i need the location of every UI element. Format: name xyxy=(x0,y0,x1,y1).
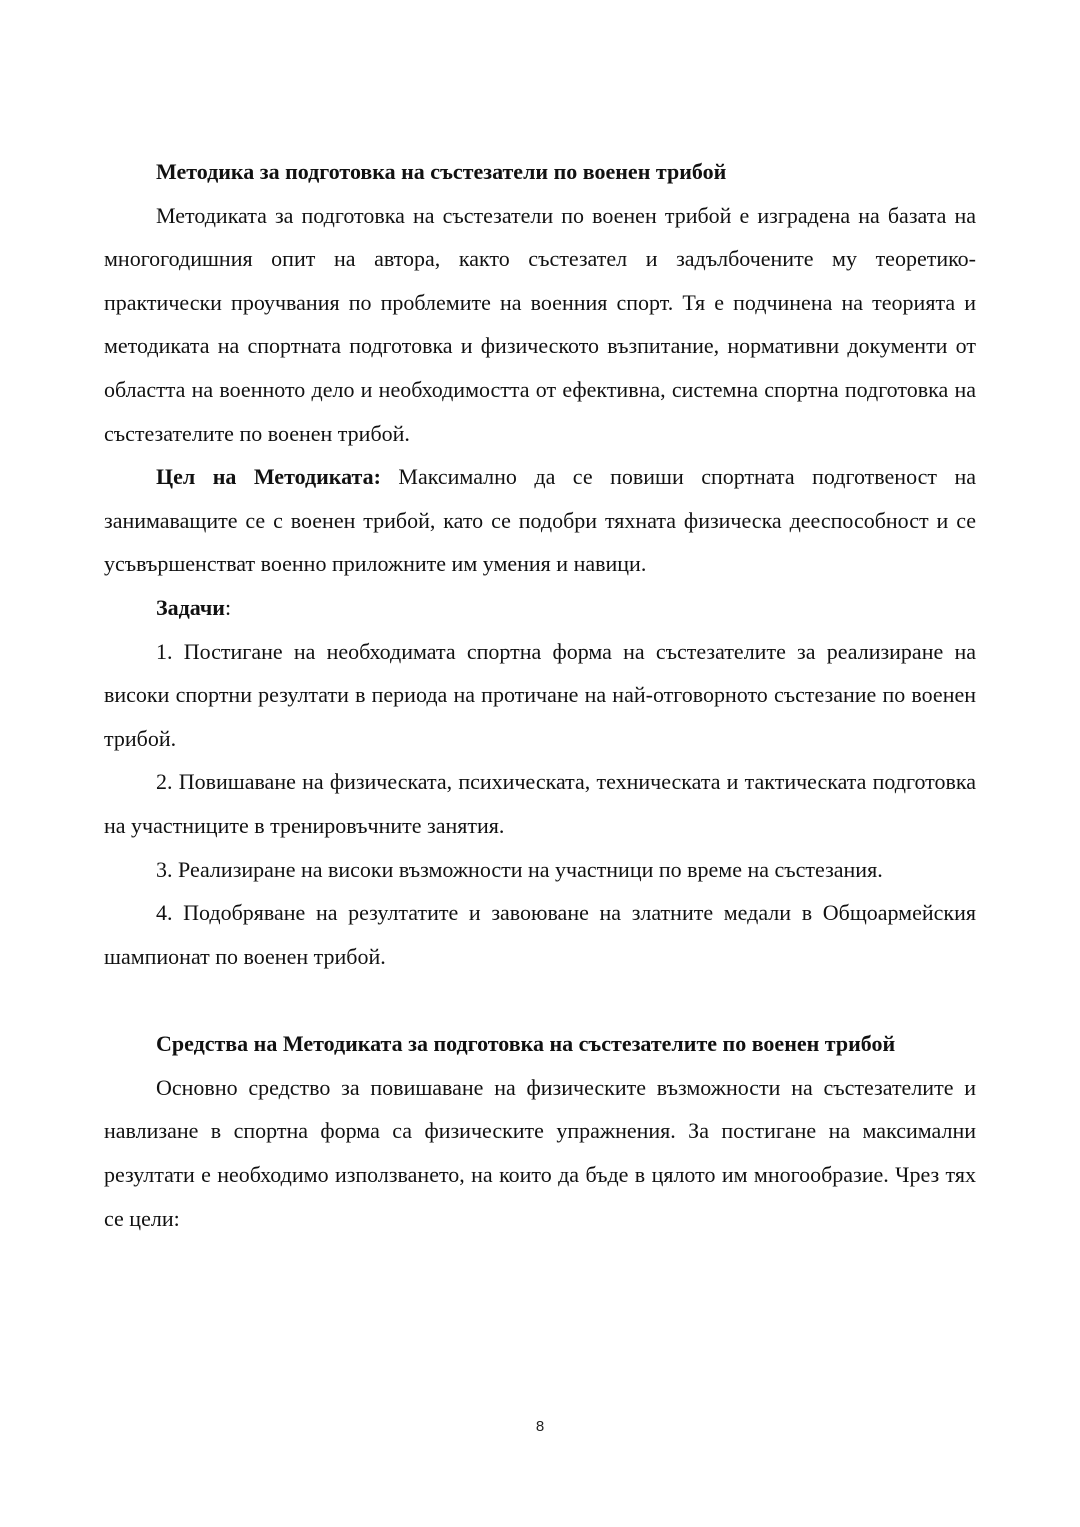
tasks-heading xyxy=(104,586,976,630)
task-item-3: 3. Реализиране на високи възможности на участници по време на състезания. xyxy=(156,856,883,882)
section-heading-means: Средства на Методиката за подготовка на състезателите по военен трибой xyxy=(156,1031,896,1057)
section-heading-methodology: Методика за подготовка на състезатели по военен трибой xyxy=(156,159,727,184)
goal-paragraph xyxy=(104,455,976,586)
section-spacer xyxy=(104,978,976,1022)
tasks-colon: : xyxy=(224,594,232,620)
intro-paragraph: Методиката за подготовка на състезатели по военен трибой е изградена на базата на многогодишния опит на автора, както състезател и задълбочените му теоретико-практически проучвания по проблемите на военния спорт. Тя е подчинена на теорията и методиката на спортната подготовка и физическото възпитание, нормативни документи от областта на военното дело и необходимостта от ефективна, системна спортна подготовка на състезателите по военен трибой. xyxy=(104,202,976,446)
task-item-2: 2. Повишаване на физическата, психическата, техническата и тактическата подготовка на участниците в тренировъчните занятия. xyxy=(104,769,976,838)
tasks-label: Задачи xyxy=(156,594,225,620)
page-number: 8 xyxy=(535,1418,545,1435)
means-paragraph: Основно средство за повишаване на физическите възможности на състезателите и навлизане в спортна форма са физическите упражнения. За постигане на максимални резултати е необходимо използването, на които да бъде в цялото им многообразие. Чрез тях се цели: xyxy=(104,1074,976,1231)
goal-label: Цел на Методиката: xyxy=(156,464,381,490)
task-item-1: 1. Постигане на необходимата спортна форма на състезателите за реализиране на високи спортни резултати в периода на протичане на най-отговорното състезание по военен трибой. xyxy=(104,638,976,751)
goal-text: Максимално да се повиши спортната подготвеност на занимаващите се с военен трибой, като се подобри тяхната физическа дееспособност и се усъвършенстват военно приложните им умения и навици. xyxy=(104,464,977,577)
task-item-4: 4. Подобряване на резултатите и завоюване на златните медали в Общоармейския шампионат по военен трибой. xyxy=(104,900,976,969)
document-body xyxy=(104,150,976,1240)
